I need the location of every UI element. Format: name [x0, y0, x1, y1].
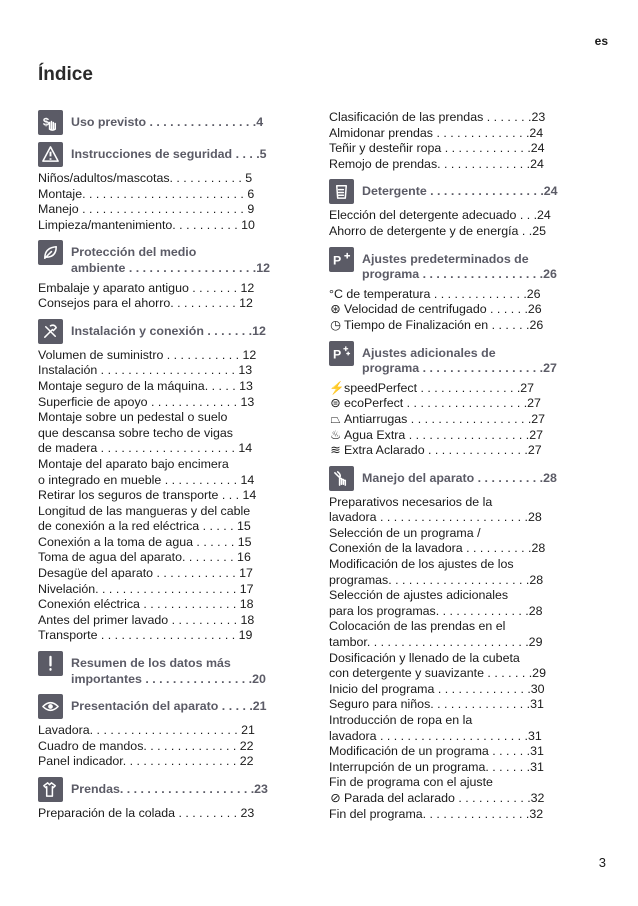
toc-entry[interactable] [38, 504, 303, 535]
toc-entry-text: Extra Aclarado . . . . . . . . . . . . . . .27 [344, 443, 542, 458]
toc-entry[interactable] [38, 218, 303, 234]
section-title [71, 777, 303, 798]
toc-entry[interactable] [329, 443, 594, 459]
toc-entry[interactable] [329, 208, 594, 224]
toc-entry[interactable] [38, 187, 303, 203]
toc-entry-line: de madera . . . . . . . . . . . . . . . . . . . . 14 [38, 441, 253, 456]
toc-entry[interactable] [329, 141, 594, 157]
page-title: Índice [38, 64, 93, 85]
section-title [71, 651, 303, 687]
warning-icon [38, 142, 63, 167]
toc-entry[interactable] [329, 412, 594, 428]
toc-entry[interactable] [329, 495, 594, 526]
toc-entry-line: Volumen de suministro . . . . . . . . . . . 12 [38, 347, 257, 362]
toc-entry[interactable] [329, 318, 594, 334]
section-title-line: ambiente . . . . . . . . . . . . . . . . . . .12 [71, 260, 270, 275]
intended-use-icon [38, 110, 63, 135]
toc-entry-line: Fin del programa. . . . . . . . . . . . . . . .32 [329, 806, 544, 821]
toc-entry-line: Cuadro de mandos. . . . . . . . . . . . . . 22 [38, 738, 254, 753]
exclamation-icon [38, 651, 63, 676]
section-ajustes-adicionales-de[interactable] [329, 341, 594, 377]
eye-icon [38, 694, 63, 719]
toc-entry-line: Lavadora. . . . . . . . . . . . . . . . . . . . . . 21 [38, 723, 255, 738]
section-title [362, 247, 594, 283]
section-title-line: Protección del medio [71, 245, 197, 260]
language-code: es [594, 34, 608, 48]
toc-entry-line [329, 428, 594, 444]
toc-entry[interactable] [38, 739, 303, 755]
environment-icon [38, 240, 63, 265]
toc-entry[interactable] [329, 619, 594, 650]
toc-entry[interactable] [38, 566, 303, 582]
clock-icon: ◷ [330, 317, 341, 332]
spin-icon: ⊛ [330, 302, 341, 317]
toc-entry-line: de conexión a la red eléctrica . . . . . 15 [38, 519, 251, 534]
toc-entry-line: Consejos para el ahorro. . . . . . . . . . 12 [38, 296, 253, 311]
section-title-line: Uso previsto . . . . . . . . . . . . . . . .4 [71, 115, 264, 129]
toc-entry-line: Ahorro de detergente y de energía . .25 [329, 223, 546, 238]
toc-entry[interactable] [329, 807, 594, 823]
toc-entry-line: lavadora . . . . . . . . . . . . . . . . . . . . . .28 [329, 510, 542, 525]
toc-entry[interactable] [38, 348, 303, 364]
section-title [71, 319, 303, 340]
toc-entry-line [329, 381, 594, 397]
toc-entry-line: Dosificación y llenado de la cubeta [329, 650, 520, 665]
section-title-line: Presentación del aparato . . . . .21 [71, 699, 267, 714]
toc-entry[interactable] [329, 557, 594, 588]
toc-entry-text: Tiempo de Finalización en . . . . . .26 [344, 317, 544, 332]
toc-entry-line: Montaje sobre un pedestal o suelo [38, 410, 228, 425]
toc-entry-line: para los programas. . . . . . . . . . . . . .28 [329, 603, 543, 618]
toc-entry[interactable] [38, 535, 303, 551]
toc-entry-text: Velocidad de centrifugado . . . . . .26 [344, 302, 542, 317]
section-title-line: programa . . . . . . . . . . . . . . . . . .26 [362, 267, 557, 282]
svg-text:P: P [332, 252, 342, 267]
toc-entry-line: Toma de agua del aparato. . . . . . . . 16 [38, 550, 251, 565]
toc-entry-line: Fin de programa con el ajuste [329, 775, 493, 790]
section-title [71, 694, 303, 715]
toc-column-left [38, 110, 303, 822]
toc-entry[interactable] [38, 410, 303, 457]
toc-entry-line: Montaje del aparato bajo encimera [38, 456, 229, 471]
toc-entry[interactable] [38, 754, 303, 770]
toc-entry[interactable] [38, 202, 303, 218]
toc-entry-line: Selección de un programa / [329, 525, 481, 540]
toc-entry[interactable] [329, 428, 594, 444]
detergent-icon [329, 179, 354, 204]
toc-entry-line: Inicio del programa . . . . . . . . . . . . . .30 [329, 681, 545, 696]
section-title-line: importantes . . . . . . . . . . . . . . . .20 [71, 671, 266, 686]
section-title-line: Resumen de los datos más [71, 656, 231, 671]
section-title [362, 341, 594, 377]
toc-entry-line: Selección de ajustes adicionales [329, 588, 509, 603]
toc-entry-line: Conexión a la toma de agua . . . . . . 15 [38, 534, 252, 549]
hand-operation-icon [329, 466, 354, 491]
toc-entry-line [329, 412, 594, 428]
section-presentacion-del-aparato-21[interactable] [38, 694, 303, 719]
toc-entry[interactable] [38, 379, 303, 395]
toc-entry[interactable] [38, 363, 303, 379]
toc-entry-line: lavadora . . . . . . . . . . . . . . . . . . . . . .31 [329, 728, 542, 743]
rinse-icon: ≋ [330, 443, 341, 458]
toc-entry-line: tambor. . . . . . . . . . . . . . . . . . . . . . . .29 [329, 635, 543, 650]
toc-entry-line: que descansa sobre techo de vigas [38, 425, 233, 440]
p-plus-icon [329, 247, 354, 272]
toc-entry-line [329, 443, 594, 459]
section-uso-previsto-4[interactable] [38, 110, 303, 135]
toc-entry[interactable] [329, 744, 594, 760]
toc-entry-line: Clasificación de las prendas . . . . . . .23 [329, 110, 546, 124]
page-number: 3 [598, 855, 606, 870]
toc-entry-line: °C de temperatura . . . . . . . . . . . . . .26 [329, 286, 541, 301]
toc-entry-text: Agua Extra . . . . . . . . . . . . . . . . . .27 [344, 427, 544, 442]
toc-entry[interactable] [329, 287, 594, 303]
section-title-line: Detergente . . . . . . . . . . . . . . . . .24 [362, 184, 558, 199]
toc-entry-line: Transporte . . . . . . . . . . . . . . . . . . . . 19 [38, 628, 253, 643]
toc-entry-line: Superficie de apoyo . . . . . . . . . . . . . 13 [38, 394, 255, 409]
toc-entry-line: Nivelación. . . . . . . . . . . . . . . . . . . . . 17 [38, 581, 254, 596]
section-title [71, 240, 303, 276]
toc-entry-line: Interrupción de un programa. . . . . . .31 [329, 759, 544, 774]
water-icon: ♨ [329, 427, 342, 442]
section-resumen-de-los-datos-mas[interactable] [38, 651, 303, 687]
toc-entry-line: Montaje. . . . . . . . . . . . . . . . . . . . . . . . 6 [38, 186, 255, 201]
toc-entry-line: programas. . . . . . . . . . . . . . . . . . . . .28 [329, 572, 544, 587]
section-proteccion-del-medio[interactable] [38, 240, 303, 276]
toc-entry[interactable] [38, 806, 303, 822]
iron-icon: ⏢ [330, 411, 341, 426]
section-title [71, 142, 303, 163]
toc-entry[interactable] [329, 760, 594, 776]
section-instrucciones-de-seguridad-5[interactable] [38, 142, 303, 167]
toc-entry[interactable] [329, 110, 594, 126]
section-title-line: Manejo del aparato . . . . . . . . . .28 [362, 470, 557, 485]
tools-icon [38, 319, 63, 344]
speed-icon: ⚡ [329, 380, 345, 395]
toc-entry[interactable] [329, 682, 594, 698]
section-title-line: programa . . . . . . . . . . . . . . . . . .27 [362, 361, 557, 376]
toc-entry[interactable] [38, 457, 303, 488]
toc-entry-line: Preparativos necesarios de la [329, 494, 493, 509]
toc-entry[interactable] [38, 395, 303, 411]
section-title-line: Prendas. . . . . . . . . . . . . . . . . . . .23 [71, 782, 268, 796]
toc-entry-line: Teñir y desteñir ropa . . . . . . . . . . . . .24 [329, 141, 545, 156]
section-title-line: Instrucciones de seguridad . . . .5 [71, 147, 267, 161]
toc-entry-line [329, 302, 594, 318]
section-instalacion-y-conexion-12[interactable] [38, 319, 303, 344]
toc-entry[interactable] [329, 302, 594, 318]
toc-entry-text: Parada del aclarado . . . . . . . . . . .32 [344, 790, 545, 805]
toc-entry[interactable] [38, 296, 303, 312]
toc-entry-line: Colocación de las prendas en el [329, 619, 506, 634]
toc-entry[interactable] [38, 723, 303, 739]
toc-entry-line: Remojo de prendas. . . . . . . . . . . . . .24 [329, 156, 544, 171]
toc-entry-line [329, 396, 594, 412]
toc-entry[interactable] [329, 126, 594, 142]
toc-entry-line: Manejo . . . . . . . . . . . . . . . . . . . . . . . . 9 [38, 202, 255, 217]
toc-entry-line: Conexión eléctrica . . . . . . . . . . . . . . 18 [38, 597, 254, 612]
toc-entry[interactable] [38, 281, 303, 297]
section-title [362, 179, 594, 200]
toc-entry-line: o integrado en mueble . . . . . . . . . . . 14 [38, 472, 255, 487]
toc-entry-line: Modificación de un programa . . . . . .31 [329, 744, 544, 759]
toc-entry[interactable] [329, 526, 594, 557]
toc-entry-line: Antes del primer lavado . . . . . . . . . . 18 [38, 612, 255, 627]
eco-icon: ⊜ [330, 396, 341, 411]
toc-entry-line: Embalaje y aparato antiguo . . . . . . . 12 [38, 280, 255, 295]
toc-entry-line: Almidonar prendas . . . . . . . . . . . . . .24 [329, 125, 544, 140]
toc-entry[interactable] [329, 697, 594, 713]
section-title-line: Ajustes predeterminados de [362, 251, 529, 266]
toc-entry-text: ecoPerfect . . . . . . . . . . . . . . . . . .27 [344, 396, 541, 411]
toc-entry-line: Niños/adultos/mascotas. . . . . . . . . . . 5 [38, 171, 253, 185]
toc-entry[interactable] [329, 588, 594, 619]
toc-entry-line: Modificación de los ajustes de los [329, 557, 514, 572]
toc-entry[interactable] [329, 713, 594, 744]
section-detergente-24[interactable] [329, 179, 594, 204]
toc-entry[interactable] [38, 171, 303, 187]
section-title-line: Instalación y conexión . . . . . . .12 [71, 323, 266, 338]
p-plus-plus-icon [329, 341, 354, 366]
toc-entry[interactable] [38, 488, 303, 504]
section-title [362, 466, 594, 487]
toc-entry-line: Retirar los seguros de transporte . . . 14 [38, 488, 257, 503]
toc-entry[interactable] [329, 775, 594, 806]
toc-entry[interactable] [38, 628, 303, 644]
toc-entry-line: Conexión de la lavadora . . . . . . . . . .28 [329, 541, 546, 556]
svg-text:P: P [332, 346, 342, 361]
toc-entry-line: Desagüe del aparato . . . . . . . . . . . . 17 [38, 566, 253, 581]
toc-entry[interactable] [329, 651, 594, 682]
toc-entry-text: speedPerfect . . . . . . . . . . . . . . .27 [344, 380, 535, 395]
toc-entry[interactable] [38, 613, 303, 629]
toc-entry-line: Instalación . . . . . . . . . . . . . . . . . . . . 13 [38, 363, 253, 378]
toc-entry-line: Preparación de la colada . . . . . . . . . 23 [38, 806, 255, 820]
garments-icon [38, 777, 63, 802]
section-prendas-23[interactable] [38, 777, 303, 802]
toc-entry-line: Introducción de ropa en la [329, 713, 473, 727]
toc-entry[interactable] [329, 381, 594, 397]
toc-entry-line: Elección del detergente adecuado . . .24 [329, 208, 551, 223]
section-title [71, 110, 303, 131]
toc-entry-line [329, 791, 594, 807]
section-ajustes-predeterminados-de[interactable] [329, 247, 594, 283]
toc-entry[interactable] [38, 582, 303, 598]
toc-entry-line: Limpieza/mantenimiento. . . . . . . . . . 10 [38, 217, 255, 232]
toc-entry[interactable] [38, 550, 303, 566]
section-manejo-del-aparato-28[interactable] [329, 466, 594, 491]
svg-text:$: $ [42, 116, 50, 129]
section-title-line: Ajustes adicionales de [362, 345, 496, 360]
toc-entry[interactable] [329, 396, 594, 412]
toc-entry[interactable] [329, 157, 594, 173]
toc-column-right [329, 110, 594, 822]
toc-entry-line: Seguro para niños. . . . . . . . . . . . . . .31 [329, 697, 544, 712]
toc-entry-line: Montaje seguro de la máquina. . . . . 13 [38, 378, 253, 393]
rinse-hold-icon: ⊘ [330, 790, 341, 805]
toc-entry-line: Longitud de las mangueras y del cable [38, 503, 251, 518]
toc-entry-line: con detergente y suavizante . . . . . . .29 [329, 666, 546, 681]
toc-entry-text: Antiarrugas . . . . . . . . . . . . . . . . . .27 [344, 411, 546, 426]
toc-entry[interactable] [38, 597, 303, 613]
toc-entry-line [329, 318, 594, 334]
toc-entry[interactable] [329, 224, 594, 240]
toc-entry-line: Panel indicador. . . . . . . . . . . . . . . . . 22 [38, 754, 254, 769]
